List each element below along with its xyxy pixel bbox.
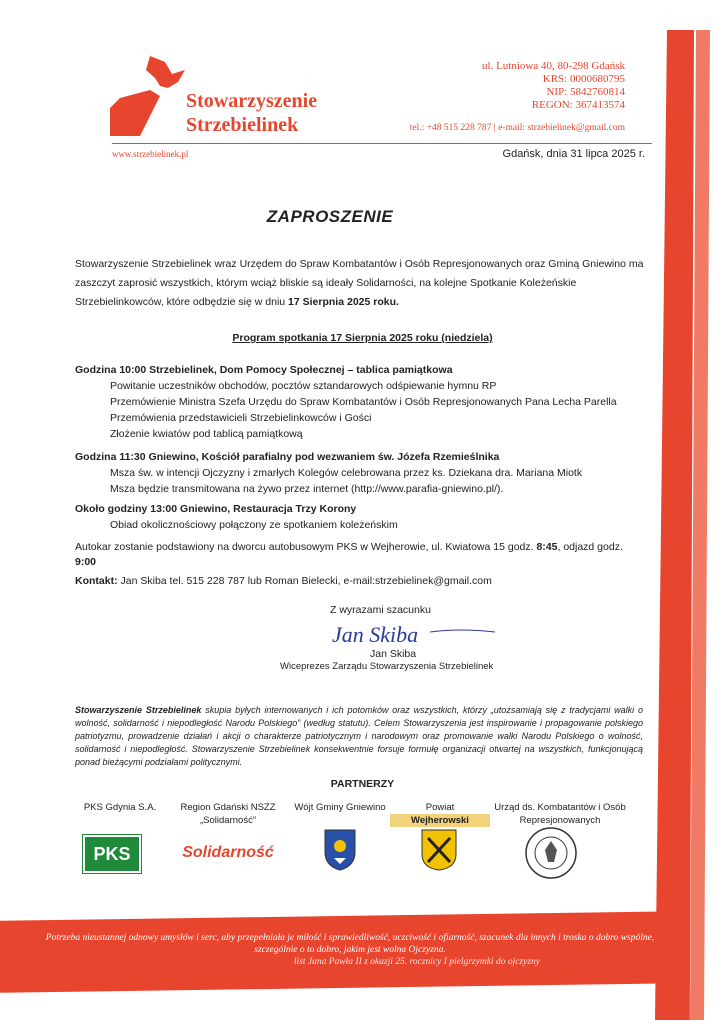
contact-label: Kontakt: — [75, 575, 118, 587]
bus-mid: , odjazd godz. — [557, 541, 623, 553]
org-name-line2: Strzebielinek — [186, 114, 299, 136]
signature — [330, 618, 500, 650]
solidarnosc-logo-text: Solidarność — [182, 844, 274, 861]
partner-name: PKS Gdynia S.A. — [83, 802, 157, 813]
partner-name: Urząd ds. Kombatantów i Osób Represjonowanych — [494, 802, 626, 826]
closing: Z wyrazami szacunku — [330, 604, 431, 616]
intro-paragraph — [75, 255, 645, 312]
footer-motto — [40, 932, 660, 968]
section-item-stream-link[interactable]: Msza będzie transmitowana na żywo przez internet (http://www.parafia-gniewino.pl/). — [110, 483, 504, 495]
about-text: skupia byłych internowanych i ich potomków oraz wszystkich, którzy „utożsamiają się z tradycjami walki o wolność, solidarność i niepodległość Narodu Polskiego” (według statutu). Celem Stowarzyszenia jest inspirowanie i propagowanie polskiego patriotyzmu, prowadzenie działań i akcji o charakterze patriotycznym i narodowym oraz promowanie walki Narodu Polskiego o wolność, solidarność i niepodległość. Stowarzyszenie Strzebielinek konsekwentnie forsuje formułę organizacji otwartej na wszystkich, funkcjonującą ponad bieżącymi podziałami politycznymi. — [75, 705, 644, 767]
partner-name: Wójt Gminy Gniewino — [294, 802, 386, 813]
pks-logo — [83, 835, 141, 873]
gniewino-coat-of-arms — [323, 828, 357, 872]
partner-name: Region Gdański NSZZ „Solidarność” — [180, 802, 276, 826]
udskior-seal — [524, 826, 578, 880]
org-name-line1: Stowarzyszenie — [186, 90, 318, 112]
signature-text: Jan Skiba — [332, 622, 419, 647]
org-website[interactable]: www.strzebielinek.pl — [112, 149, 189, 159]
org-contact: tel.: +48 515 228 787 | e-mail: strzebielinek@gmail.com — [409, 123, 625, 133]
section-item: Msza św. w intencji Ojczyzny i zmarłych Kolegów celebrowana przez ks. Dziekana dra. Mariana Miotk — [110, 467, 583, 479]
section-item: Przemówienia przedstawicieli Strzebielinkowców i Gości — [110, 412, 372, 424]
wejherowo-coat-of-arms — [420, 828, 458, 872]
section-heading: Godzina 10:00 Strzebielinek, Dom Pomocy Społecznej – tablica pamiątkowa — [75, 364, 453, 376]
about-org: Stowarzyszenie Strzebielinek — [75, 705, 202, 715]
org-regon: REGON: 367413574 — [531, 99, 625, 111]
header-divider — [112, 143, 652, 144]
section-heading: Około godziny 13:00 Gniewino, Restauracja Trzy Korony — [75, 503, 357, 515]
partners-heading: PARTNERZY — [330, 778, 395, 790]
org-nip: NIP: 5842760814 — [546, 86, 625, 98]
signer-title: Wiceprezes Zarządu Stowarzyszenia Strzebielinek — [280, 661, 494, 672]
motto-source: list Jana Pawła II z okazji 25. rocznicy I pielgrzymki do ojczyzny — [293, 957, 540, 967]
intro-text: Stowarzyszenie Strzebielinek wraz Urzędem do Spraw Kombatantów i Osób Represjonowanych oraz Gminą Gniewino ma zaszczyt zaprosić wszystkich, którym wciąż bliskie są ideały Solidarności, na kolejne Spotkanie Koleżeńskie Strzebielinkowców, które odbędzie się w dniu — [75, 258, 644, 308]
section-item: Powitanie uczestników obchodów, pocztów sztandarowych odśpiewanie hymnu RP — [110, 380, 497, 392]
signer-name: Jan Skiba — [370, 648, 417, 660]
org-address: ul. Lutniowa 40, 80-298 Gdańsk — [482, 60, 625, 72]
partner-subname: Wejherowski — [390, 814, 490, 827]
bus-time: 8:45 — [536, 541, 558, 553]
pks-logo-text: PKS — [93, 844, 131, 864]
solidarnosc-logo — [168, 840, 288, 866]
bus-departure: 9:00 — [75, 556, 97, 568]
program-title: Program spotkania 17 Sierpnia 2025 roku (niedziela) — [232, 332, 493, 344]
letter-date: Gdańsk, dnia 31 lipca 2025 r. — [502, 148, 645, 160]
motto-text: Potrzeba nieustannej odnowy umysłów i serc, aby przepełniała je miłość i sprawiedliwość, uczciwość i ofiarność, szacunek dla innych i troska o dobro wspólne, szczególnie o to dobro, jakim jest wolna Ojczyzna. — [45, 933, 655, 955]
section-item: Przemówienie Ministra Szefa Urzędu do Spraw Kombatantów i Osób Represjonowanych Pana Lecha Parella — [110, 396, 617, 408]
section-heading: Godzina 11:30 Gniewino, Kościół parafialny pod wezwaniem św. Józefa Rzemieślnika — [75, 451, 500, 463]
section-item: Obiad okolicznościowy połączony ze spotkaniem koleżeńskim — [110, 519, 398, 531]
bus-text: Autokar zostanie podstawiony na dworcu autobusowym PKS w Wejherowie, ul. Kwiatowa 15 godz. — [75, 541, 537, 553]
partner-name: Powiat — [425, 802, 455, 813]
contact-text: Jan Skiba tel. 515 228 787 lub Roman Bielecki, e-mail:strzebielinek@gmail.com — [117, 575, 492, 587]
contact-line — [75, 572, 645, 591]
letter-title: ZAPROSZENIE — [266, 207, 394, 226]
section-item: Złożenie kwiatów pod tablicą pamiątkową — [110, 428, 303, 440]
org-krs: KRS: 0000680795 — [542, 73, 625, 85]
about-paragraph — [75, 704, 643, 769]
bus-paragraph — [75, 540, 645, 570]
intro-date: 17 Sierpnia 2025 roku. — [288, 296, 399, 308]
